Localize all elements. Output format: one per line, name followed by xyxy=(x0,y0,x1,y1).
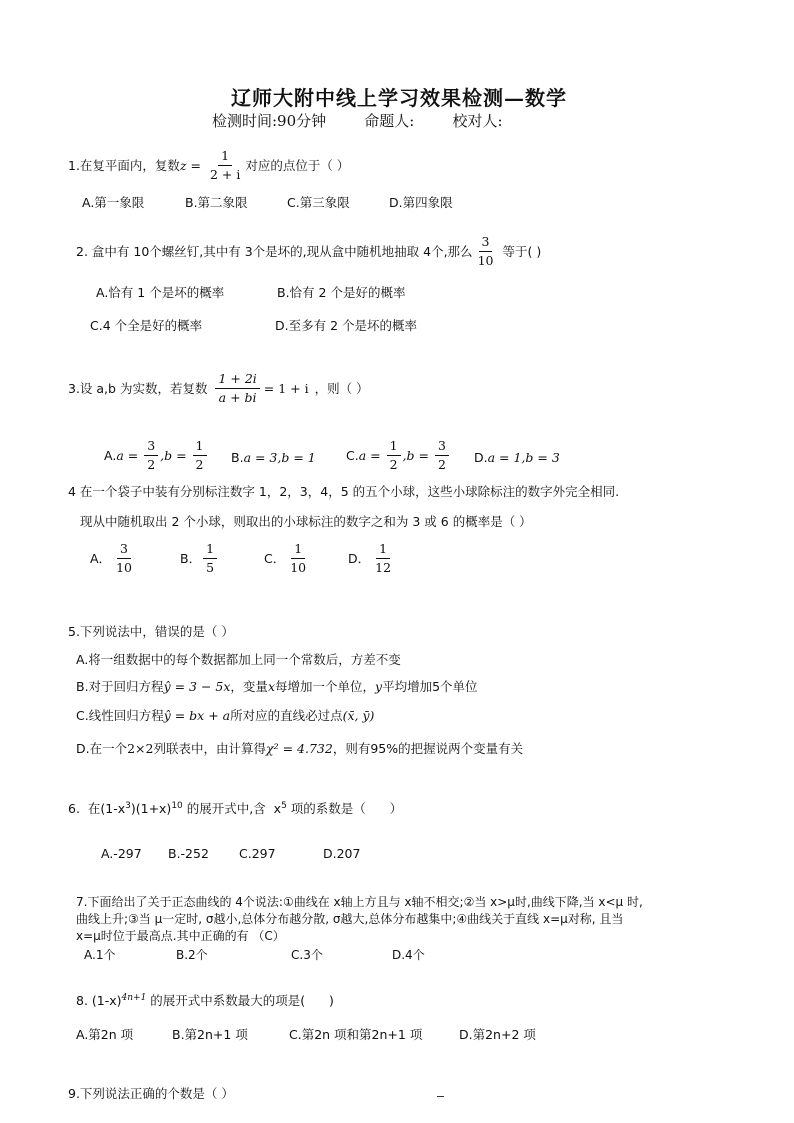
q7-line-2: 曲线上升;③当 μ一定时, σ越小,总体分布越分散, σ越大,总体分布越集中;④曲线关于直线 x=μ对称, 且当 xyxy=(76,912,624,926)
exam-subtitle: 检测时间:90分钟 命题人: 校对人: xyxy=(212,112,503,130)
q3-option-c-label: C. xyxy=(346,447,359,463)
q6-option-d: D.207 xyxy=(323,846,361,861)
q4-option-d-label: D． xyxy=(348,551,371,567)
q3-option-c-b: ,b = xyxy=(402,447,433,463)
q4-option-b-num: 1 xyxy=(203,541,217,559)
q3-option-c-frac1-den: 2 xyxy=(389,456,398,472)
q6-option-a: A.-297 xyxy=(101,846,142,861)
q4-option-a xyxy=(90,541,137,575)
q5-c-pt: (x̄, ȳ) xyxy=(342,708,375,723)
q7-option-c: C.3个 xyxy=(291,948,323,962)
q5-c-pre: C.线性回归方程 xyxy=(76,708,164,723)
q4-option-a-den: 10 xyxy=(116,559,132,575)
q8-option-b: B.第2n+1 项 xyxy=(172,1027,248,1042)
q8-option-c: C.第2n 项和第2n+1 项 xyxy=(289,1027,423,1042)
q3-option-a-frac1 xyxy=(144,438,158,472)
q7-option-d: D.4个 xyxy=(392,948,425,962)
q4-line-1: 4 在一个袋子中装有分别标注数字 1，2，3，4，5 的五个小球，这些小球除标注的数字外完全相同. xyxy=(68,484,620,499)
question-3 xyxy=(68,371,369,405)
q2-frac-den: 10 xyxy=(477,252,494,268)
q8-sup: 4n+1 xyxy=(121,992,147,1003)
q6-mid: )(1+x) xyxy=(130,801,172,816)
question-8 xyxy=(76,991,334,1009)
q3-option-a-b: ,b = xyxy=(160,447,191,463)
q1-eq: = xyxy=(186,157,205,173)
question-1 xyxy=(68,148,349,182)
q3-option-c-frac1 xyxy=(387,438,401,472)
q4-option-b xyxy=(180,541,219,575)
q5-d-tab: 2×2 xyxy=(127,741,154,756)
q3-option-a-frac2-num: 1 xyxy=(193,438,207,456)
q2-option-c: C.4 个全是好的概率 xyxy=(90,318,203,333)
q2-stem-pre: 2. 盒中有 10个螺丝钉,其中有 3个是坏的,现从盒中随机地抽取 4个,那么 xyxy=(76,244,473,260)
q6-pre: 6. 在(1-x xyxy=(68,801,126,816)
q5-b-eq: ŷ = 3 − 5x xyxy=(163,679,231,694)
q3-option-c xyxy=(346,438,451,472)
q5-c-eq: ŷ = bx + a xyxy=(163,708,231,723)
q2-option-d: D.至多有 2 个是坏的概率 xyxy=(275,318,417,333)
q1-option-b: B.第二象限 xyxy=(185,195,248,210)
question-2 xyxy=(76,234,541,268)
q3-option-a-frac1-den: 2 xyxy=(147,456,156,472)
q2-option-a: A.恰有 1 个是坏的概率 xyxy=(96,285,225,300)
q4-option-a-label: A． xyxy=(90,551,112,567)
question-6 xyxy=(68,799,402,817)
q3-option-a-frac1-num: 3 xyxy=(144,438,158,456)
q5-option-c xyxy=(76,706,374,724)
q9-stem: 9.下列说法正确的个数是（ ） xyxy=(68,1086,234,1101)
q6-sup-3: 5 xyxy=(281,800,287,811)
q6-sup-2: 10 xyxy=(171,800,183,811)
q7-line-3: x=μ时位于最高点.其中正确的有 （C） xyxy=(76,929,285,943)
q6-option-c: C.297 xyxy=(239,846,276,861)
exam-title: 辽师大附中线上学习效果检测—数学 xyxy=(231,86,567,110)
q3-option-d-label: D. xyxy=(474,450,488,465)
q3-option-a-label: A. xyxy=(104,447,117,463)
q4-option-c-frac xyxy=(287,541,309,575)
q5-option-b xyxy=(76,677,478,695)
q3-option-c-frac2-den: 2 xyxy=(437,456,446,472)
q1-option-d: D.第四象限 xyxy=(389,195,453,210)
q3-option-b xyxy=(231,450,316,465)
q5-b-pre: B.对于回归方程 xyxy=(76,679,164,694)
q4-option-c-label: C． xyxy=(264,551,286,567)
q4-option-c xyxy=(264,541,311,575)
q3-option-b-text: a = 3,b = 1 xyxy=(243,450,316,465)
q1-stem-pre: 1.在复平面内，复数 xyxy=(68,158,180,174)
q4-option-a-frac xyxy=(113,541,135,575)
q5-stem: 5.下列说法中，错误的是（ ） xyxy=(68,624,234,639)
q5-option-d xyxy=(76,739,523,757)
q4-option-b-label: B． xyxy=(180,551,202,567)
q6-sup-1: 3 xyxy=(125,800,131,811)
q1-stem-post: 对应的点位于（ ） xyxy=(245,158,350,174)
q3-option-a-frac2-den: 2 xyxy=(195,456,204,472)
q2-fraction xyxy=(475,234,497,268)
q5-b-post: 平均增加5个单位 xyxy=(382,679,478,694)
q2-frac-num: 3 xyxy=(479,234,493,252)
q5-d-pre: D.在一个 xyxy=(76,741,128,756)
page-footer-mark xyxy=(437,1096,444,1097)
q4-line-2: 现从中随机取出 2 个小球，则取出的小球标注的数字之和为 3 或 6 的概率是（ ） xyxy=(80,514,532,529)
q3-option-a xyxy=(104,438,209,472)
q3-option-a-a: a = xyxy=(116,447,143,463)
q8-pre: 8. (1-x) xyxy=(76,993,122,1008)
q3-option-c-frac1-num: 1 xyxy=(387,438,401,456)
q3-option-b-label: B. xyxy=(231,450,244,465)
q5-d-mid: 列联表中，由计算得 xyxy=(153,741,267,756)
q3-option-c-a: a = xyxy=(358,447,385,463)
q4-option-d-den: 12 xyxy=(375,559,392,575)
q7-option-b: B.2个 xyxy=(176,948,208,962)
q8-option-d: D.第2n+2 项 xyxy=(459,1027,536,1042)
q5-b-x: x xyxy=(267,679,275,694)
q2-option-b: B.恰有 2 个是好的概率 xyxy=(277,285,406,300)
q2-stem-post: 等于( ) xyxy=(502,244,542,260)
q5-option-a: A.将一组数据中的每个数据都加上同一个常数后，方差不变 xyxy=(76,652,401,667)
q5-b-mid2: 每增加一个单位， xyxy=(275,679,376,694)
q4-option-d-num: 1 xyxy=(376,541,390,559)
q5-c-mid: 所对应的直线必过点 xyxy=(230,708,343,723)
q1-frac-den: 2 + i xyxy=(209,166,241,182)
q5-b-mid: ，变量 xyxy=(230,679,268,694)
q1-option-c: C.第三象限 xyxy=(287,195,350,210)
q4-option-b-den: 5 xyxy=(206,559,215,575)
q4-option-b-frac xyxy=(203,541,217,575)
q4-option-d xyxy=(348,541,396,575)
q5-b-y: y xyxy=(375,679,383,694)
q3-option-a-frac2 xyxy=(193,438,207,472)
q8-option-a: A.第2n 项 xyxy=(76,1027,134,1042)
q3-eq: = 1 + i xyxy=(263,380,309,396)
q3-option-d xyxy=(474,450,560,465)
q3-option-d-text: a = 1,b = 3 xyxy=(487,450,560,465)
q3-frac-den: a + bi xyxy=(218,389,257,405)
q1-fraction xyxy=(207,148,243,182)
q6-post: 项的系数是（ ） xyxy=(286,801,403,816)
q1-frac-num: 1 xyxy=(218,148,232,166)
q3-fraction xyxy=(215,371,259,405)
q5-d-post: ，则有95%的把握说两个变量有关 xyxy=(332,741,524,756)
q4-option-c-den: 10 xyxy=(290,559,307,575)
q4-option-d-frac xyxy=(372,541,394,575)
q4-option-a-num: 3 xyxy=(117,541,131,559)
q7-option-a: A.1个 xyxy=(84,948,116,962)
q1-option-a: A.第一象限 xyxy=(82,195,145,210)
q7-line-1: 7.下面给出了关于正态曲线的 4个说法:①曲线在 x轴上方且与 x轴不相交;②当 x>μ时,曲线下降,当 x<μ 时, xyxy=(76,895,643,909)
q3-option-c-frac2-num: 3 xyxy=(435,438,449,456)
q8-post: 的展开式中系数最大的项是( ) xyxy=(146,993,334,1008)
q3-option-c-frac2 xyxy=(435,438,449,472)
q6-mid2: 的展开式中,含 x xyxy=(182,801,282,816)
q1-z: z xyxy=(179,157,187,173)
q3-frac-num: 1 + 2i xyxy=(215,371,259,389)
q3-stem-pre: 3.设 a,b 为实数，若复数 xyxy=(68,381,208,397)
q6-option-b: B.-252 xyxy=(168,846,209,861)
q5-d-chi: χ² = 4.732 xyxy=(266,741,333,756)
q3-stem-post: ，则（ ） xyxy=(314,381,369,397)
q4-option-c-num: 1 xyxy=(291,541,305,559)
